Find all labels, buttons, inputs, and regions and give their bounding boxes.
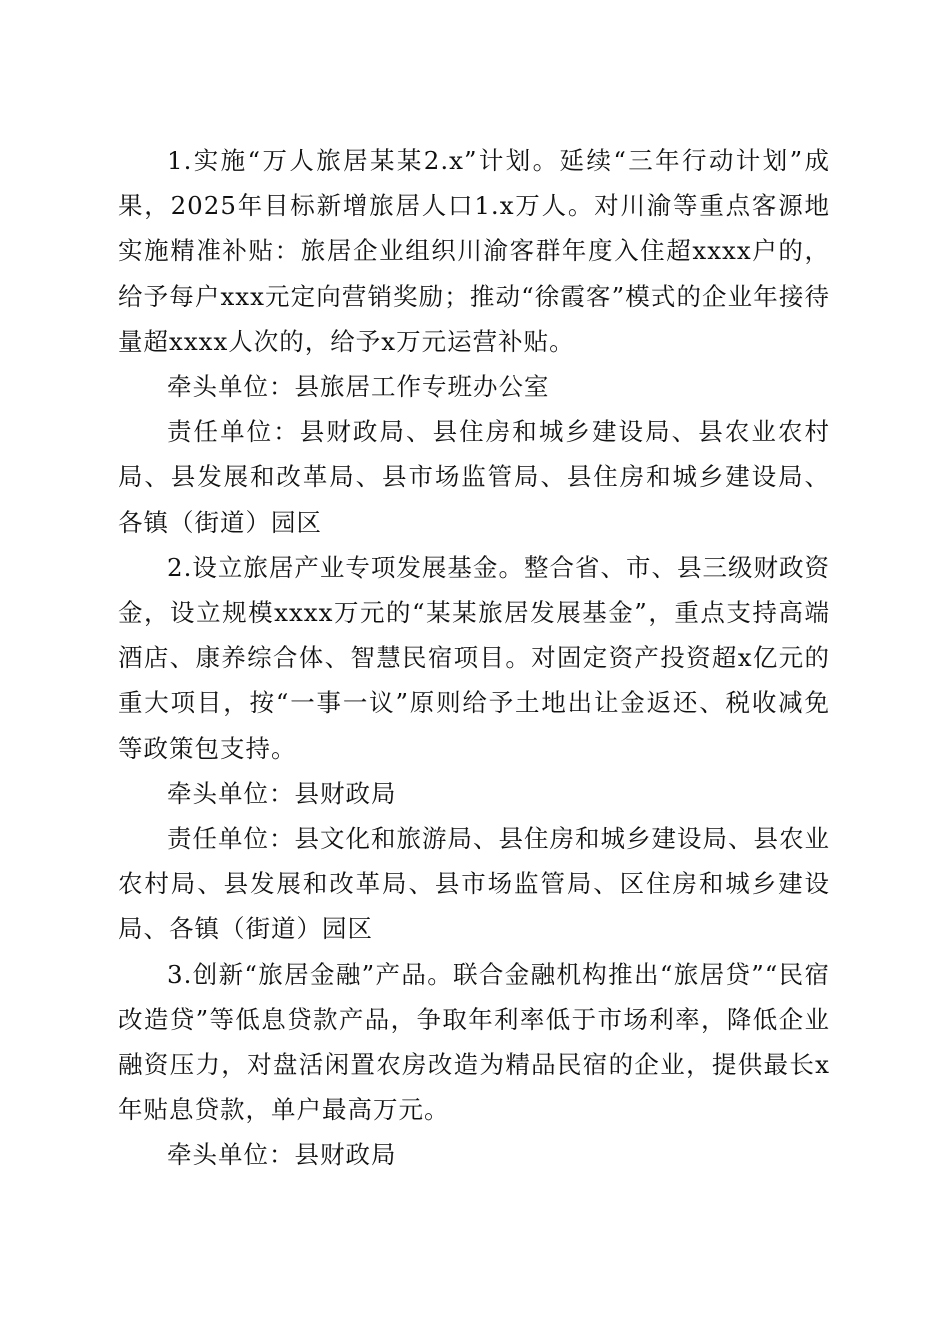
paragraph-item-3: 3.创新“旅居金融”产品。联合金融机构推出“旅居贷”“民宿改造贷”等低息贷款产品，争取年利率低于市场利率，降低企业融资压力，对盘活闲置农房改造为精品民宿的企业，提供最长x年贴息贷款，单户最高万元。 [118,959,830,1125]
lead-unit-2: 牵头单位：县财政局 [167,778,397,808]
lead-unit-1: 牵头单位：县旅居工作专班办公室 [167,372,550,402]
paragraph-item-1: 1.实施“万人旅居某某2.x”计划。延续“三年行动计划”成果，2025年目标新增旅居人口1.x万人。对川渝等重点客源地实施精准补贴：旅居企业组织川渝客群年度入住超xxxx户的，给予每户xxx元定向营销奖励；推动“徐霞客”模式的企业年接待量超xxxx人次的，给予x万元运营补贴。 [118,146,830,356]
paragraph-item-2: 2.设立旅居产业专项发展基金。整合省、市、县三级财政资金，设立规模xxxx万元的“某某旅居发展基金”，重点支持高端酒店、康养综合体、智慧民宿项目。对固定资产投资超x亿元的重大项目，按“一事一议”原则给予土地出让金返还、税收减免等政策包支持。 [118,552,830,763]
lead-unit-3: 牵头单位：县财政局 [167,1140,397,1170]
document-page [118,138,830,1178]
responsible-units-2: 责任单位：县文化和旅游局、县住房和城乡建设局、县农业农村局、县发展和改革局、县市场监管局、区住房和城乡建设局、各镇（街道）园区 [118,824,830,944]
responsible-units-1: 责任单位：县财政局、县住房和城乡建设局、县农业农村局、县发展和改革局、县市场监管局、县住房和城乡建设局、各镇（街道）园区 [118,417,830,537]
